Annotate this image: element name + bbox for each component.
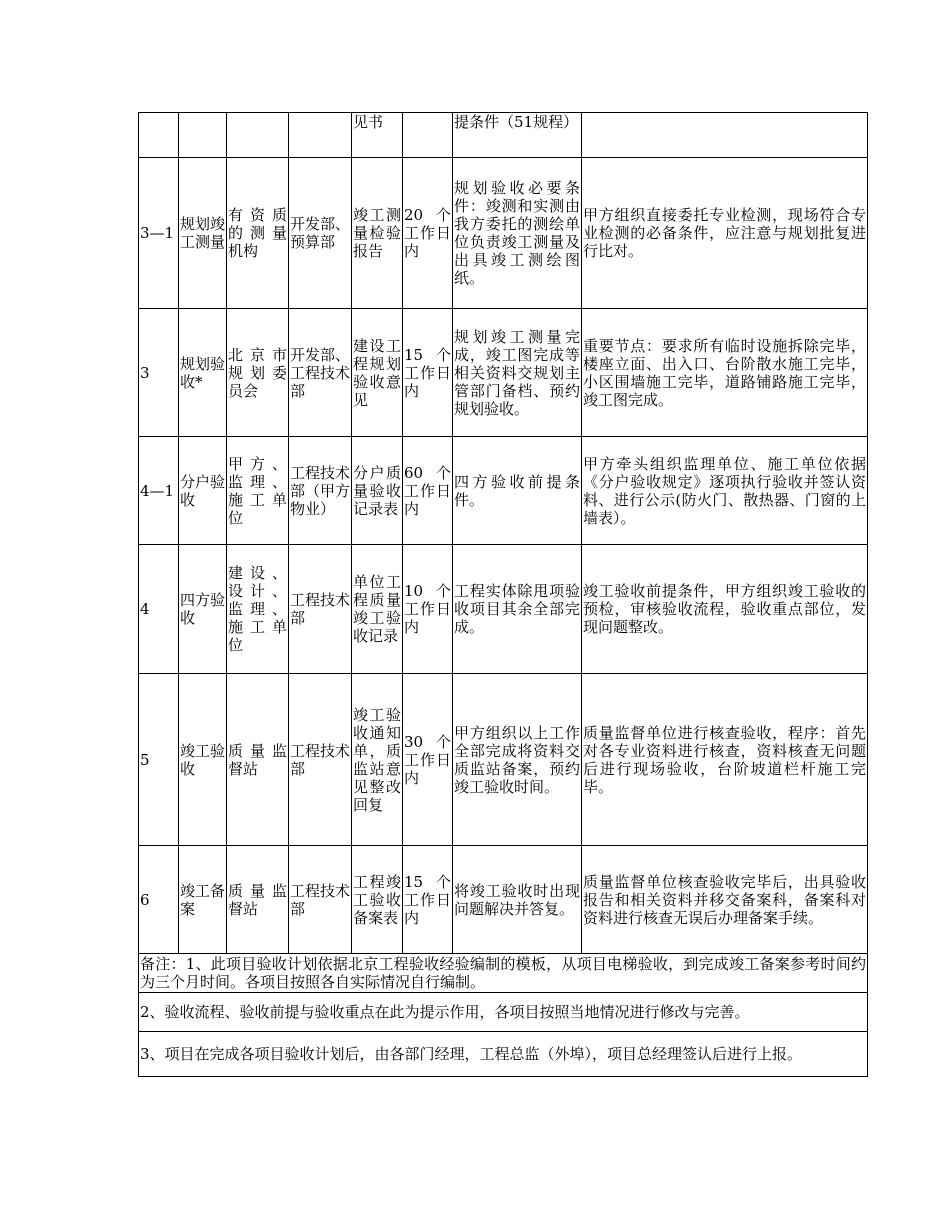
note-3: 3、项目在完成各项目验收计划后，由各部门经理，工程总监（外埠），项目总经理签认后进行上报。 — [139, 1032, 868, 1077]
responsible-dept-cell: 工程技术部 — [289, 674, 352, 846]
acceptance-plan-table — [138, 112, 868, 1077]
organizing-unit-cell: 北京市规划委员会 — [227, 309, 289, 437]
note-row — [139, 1032, 868, 1077]
table-row — [139, 674, 868, 846]
key-points-cell: 质量监督单位核查验收完毕后，出具验收报告和相关资料并移交备案科，备案科对资料进行核查无误后办理备案手续。 — [582, 846, 868, 954]
step-number-cell: 4—1 — [139, 437, 179, 545]
prerequisite-cell: 四方验收前提条件。 — [453, 437, 582, 545]
duration-cell: 10个工作日内 — [403, 545, 453, 674]
duration-cell: 15个工作日内 — [403, 846, 453, 954]
item-cell: 规划竣工测量 — [179, 158, 227, 309]
organizing-unit-cell — [227, 113, 289, 158]
step-number-cell: 3 — [139, 309, 179, 437]
document-cell: 分户质量验收记录表 — [352, 437, 403, 545]
key-points-cell: 甲方组织直接委托专业检测，现场符合专业检测的必备条件，应注意与规划批复进行比对。 — [582, 158, 868, 309]
prerequisite-cell: 甲方组织以上工作全部完成将资料交质监站备案，预约竣工验收时间。 — [453, 674, 582, 846]
prerequisite-cell: 将竣工验收时出现问题解决并答复。 — [453, 846, 582, 954]
step-number-cell — [139, 113, 179, 158]
duration-cell — [403, 113, 453, 158]
item-cell: 四方验收 — [179, 545, 227, 674]
note-2: 2、验收流程、验收前提与验收重点在此为提示作用，各项目按照当地情况进行修改与完善。 — [139, 993, 868, 1032]
key-points-cell: 甲方牵头组织监理单位、施工单位依据《分户验收规定》逐项执行验收并签认资料、进行公示(防火门、散热器、门窗的上墙表）。 — [582, 437, 868, 545]
table-row — [139, 545, 868, 674]
key-points-cell — [582, 113, 868, 158]
responsible-dept-cell: 工程技术部 — [289, 846, 352, 954]
key-points-cell: 质量监督单位进行核查验收，程序：首先对各专业资料进行核查，资料核查无问题后进行现场验收，台阶坡道栏杆施工完毕。 — [582, 674, 868, 846]
step-number-cell: 6 — [139, 846, 179, 954]
document-cell: 竣工测量检验报告 — [352, 158, 403, 309]
document-cell: 单位工程质量竣工验收记录 — [352, 545, 403, 674]
prerequisite-cell: 工程实体除甩项验收项目其余全部完成。 — [453, 545, 582, 674]
table-row — [139, 846, 868, 954]
table-row — [139, 158, 868, 309]
item-cell: 竣工验收 — [179, 674, 227, 846]
organizing-unit-cell: 质量监督站 — [227, 846, 289, 954]
responsible-dept-cell: 开发部、工程技术部 — [289, 309, 352, 437]
responsible-dept-cell — [289, 113, 352, 158]
document-cell: 建设工程规划验收意见 — [352, 309, 403, 437]
table-row — [139, 113, 868, 158]
table-row — [139, 437, 868, 545]
document-cell: 见书 — [352, 113, 403, 158]
item-cell — [179, 113, 227, 158]
duration-cell: 15个工作日内 — [403, 309, 453, 437]
organizing-unit-cell: 建设、设计、监理、施工单位 — [227, 545, 289, 674]
organizing-unit-cell: 有资质的测量机构 — [227, 158, 289, 309]
duration-cell: 20个工作日内 — [403, 158, 453, 309]
note-row — [139, 954, 868, 993]
note-row — [139, 993, 868, 1032]
key-points-cell: 重要节点：要求所有临时设施拆除完毕，楼座立面、出入口、台阶散水施工完毕，小区围墙施工完毕，道路铺路施工完毕，竣工图完成。 — [582, 309, 868, 437]
prerequisite-cell: 规划竣工测量完成，竣工图完成等相关资料交规划主管部门备档、预约规划验收。 — [453, 309, 582, 437]
key-points-cell: 竣工验收前提条件，甲方组织竣工验收的预检，审核验收流程，验收重点部位，发现问题整改。 — [582, 545, 868, 674]
step-number-cell: 4 — [139, 545, 179, 674]
step-number-cell: 3—1 — [139, 158, 179, 309]
item-cell: 竣工备案 — [179, 846, 227, 954]
organizing-unit-cell: 质量监督站 — [227, 674, 289, 846]
prerequisite-cell: 提条件（51规程） — [453, 113, 582, 158]
document-cell: 工程竣工验收备案表 — [352, 846, 403, 954]
item-cell: 规划验收* — [179, 309, 227, 437]
responsible-dept-cell: 开发部、预算部 — [289, 158, 352, 309]
item-cell: 分户验收 — [179, 437, 227, 545]
prerequisite-cell: 规划验收必要条件：竣测和实测由我方委托的测绘单位负责竣工测量及出具竣工测绘图纸。 — [453, 158, 582, 309]
step-number-cell: 5 — [139, 674, 179, 846]
organizing-unit-cell: 甲方、监理、施工单位 — [227, 437, 289, 545]
table-row — [139, 309, 868, 437]
duration-cell: 30个工作日内 — [403, 674, 453, 846]
responsible-dept-cell: 工程技术部 — [289, 545, 352, 674]
note-1: 备注：1、此项目验收计划依据北京工程验收经验编制的模板，从项目电梯验收，到完成竣工备案参考时间约为三个月时间。各项目按照各自实际情况自行编制。 — [140, 955, 866, 991]
duration-cell: 60个工作日内 — [403, 437, 453, 545]
document-cell: 竣工验收通知单，质监站意见整改回复 — [352, 674, 403, 846]
responsible-dept-cell: 工程技术部（甲方物业） — [289, 437, 352, 545]
